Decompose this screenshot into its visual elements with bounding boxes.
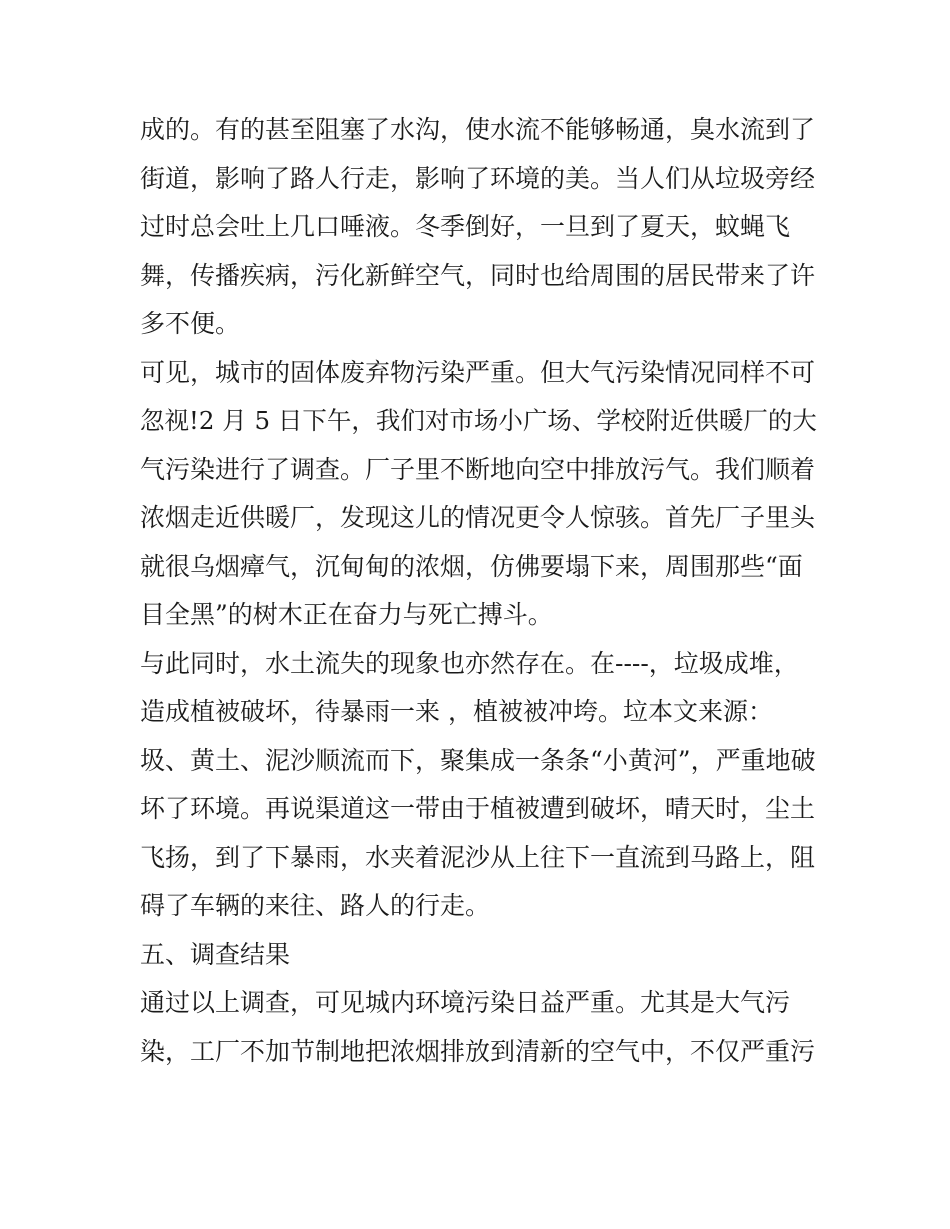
text-line: 造成植被破坏，待暴雨一来 ，植被被冲垮。垃本文来源：: [140, 697, 773, 726]
text-line: 忽视!2 月 5 日下午，我们对市场小广场、学校附近供暖厂的大: [140, 406, 817, 435]
text-line: 浓烟走近供暖厂，发现这儿的情况更令人惊骇。首先厂子里头: [140, 503, 816, 532]
body-text: [140, 106, 830, 1076]
text-line: 与此同时，水土流失的现象也亦然存在。在----，垃圾成堆，: [140, 648, 799, 678]
text-line: 目全黑”的树木正在奋力与死亡搏斗。: [140, 600, 553, 629]
text-line: 碍了车辆的来往、路人的行走。: [140, 891, 491, 920]
text-line: 飞扬，到了下暴雨，水夹着泥沙从上往下一直流到马路上，阻: [140, 842, 816, 872]
text-line: 多不便。: [140, 309, 241, 338]
text-line: 染，工厂不加节制地把浓烟排放到清新的空气中，不仅严重污: [140, 1036, 816, 1066]
text-line: 街道，影响了路人行走，影响了环境的美。当人们从垃圾旁经: [140, 163, 816, 193]
section-heading: 五、调查结果: [140, 939, 291, 969]
text-line: 圾、黄土、泥沙顺流而下，聚集成一条条“小黄河”，严重地破: [140, 745, 816, 775]
text-line: 通过以上调查，可见城内环境污染日益严重。尤其是大气污: [140, 988, 791, 1017]
text-line: 可见，城市的固体废弃物污染严重。但大气污染情况同样不可: [140, 357, 816, 387]
text-line: 过时总会吐上几口唾液。冬季倒好，一旦到了夏天，蚊蝇飞: [140, 212, 791, 241]
text-line: 气污染进行了调查。厂子里不断地向空中排放污气。我们顺着: [140, 454, 816, 484]
text-line: 舞，传播疾病，污化新鲜空气，同时也给周围的居民带来了许: [140, 260, 816, 290]
text-line: 成的。有的甚至阻塞了水沟，使水流不能够畅通，臭水流到了: [140, 115, 816, 144]
text-line: 就很乌烟瘴气，沉甸甸的浓烟，仿佛要塌下来，周围那些“面: [140, 551, 803, 581]
text-line: 坏了环境。再说渠道这一带由于植被遭到破坏，晴天时，尘土: [140, 794, 816, 823]
